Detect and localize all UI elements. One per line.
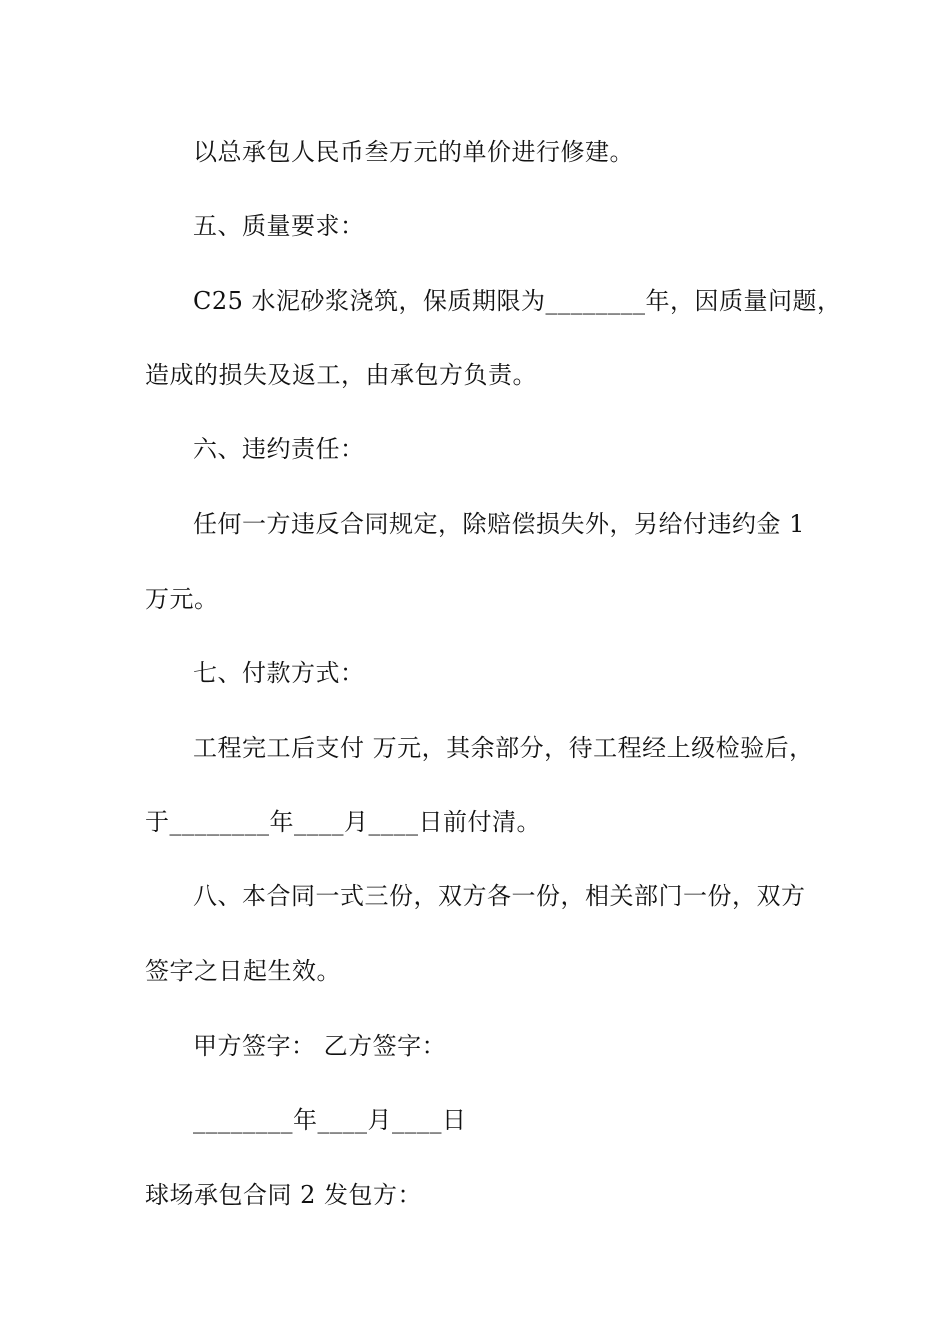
paragraph-line: 于________年____月____日前付清。 [145, 808, 541, 836]
paragraph-line: 八、本合同一式三份，双方各一份，相关部门一份，双方 [193, 882, 806, 910]
section-heading-payment: 七、付款方式： [193, 659, 365, 687]
paragraph-line: 签字之日起生效。 [145, 957, 341, 985]
section-heading-liability: 六、违约责任： [193, 435, 365, 463]
date-line: ________年____月____日 [193, 1106, 467, 1134]
paragraph-line: 造成的损失及返工，由承包方负责。 [145, 361, 537, 389]
contract-title-line: 球场承包合同 2 发包方： [145, 1181, 423, 1209]
signature-line: 甲方签字： 乙方签字： [193, 1032, 447, 1060]
section-heading-quality: 五、质量要求： [193, 212, 365, 240]
paragraph-line: 任何一方违反合同规定，除赔偿损失外，另给付违约金 1 [193, 510, 805, 538]
paragraph-line: 万元。 [145, 585, 219, 613]
paragraph-line: 以总承包人民币叁万元的单价进行修建。 [193, 138, 634, 166]
paragraph-line: C25 水泥砂浆浇筑，保质期限为________年，因质量问题， [193, 287, 842, 315]
paragraph-line: 工程完工后支付 万元，其余部分，待工程经上级检验后， [193, 734, 814, 762]
